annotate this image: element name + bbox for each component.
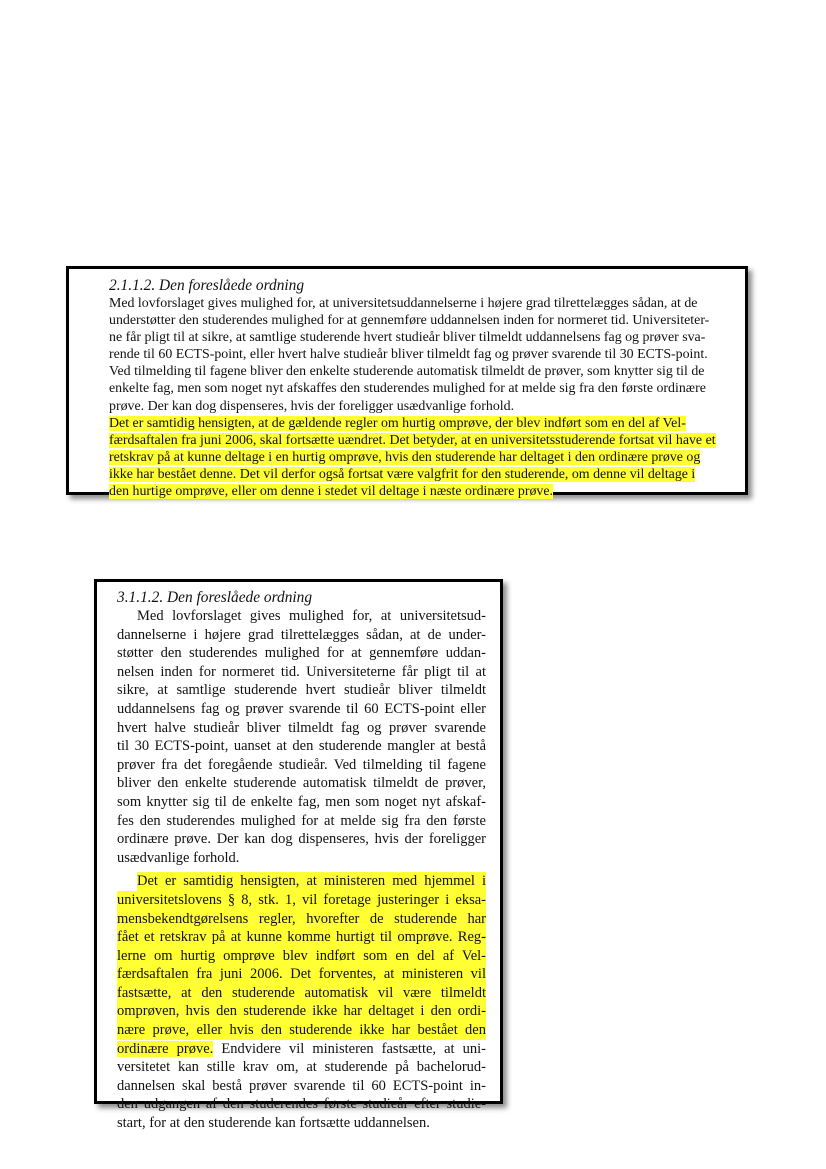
text-line: nelsen inden for normeret tid. Universiteterne får pligt til at	[117, 663, 486, 680]
text-line-highlighted	[109, 466, 731, 483]
text-line: dannelsen skal bestå prøver svarende til 60 ECTS-point in-	[117, 1077, 486, 1094]
paragraph-plain	[117, 607, 486, 867]
highlight-mark: den hurtige omprøve, eller om denne i stedet vil deltage i næste ordinære prøve.	[109, 484, 553, 500]
text-line: prøver fra det foregående studieår. Ved tilmelding til fagene	[117, 756, 486, 773]
text-line: sikre, at samtlige studerende hvert studieår bliver tilmeldt	[117, 682, 486, 699]
text-line-highlighted: nære prøve, eller hvis den studerende ikke har bestået den	[117, 1022, 486, 1039]
text-line: ordinære prøve. Der kan dog dispenseres, hvis der foreligger	[117, 831, 486, 848]
text-span: Endvidere vil ministeren fastsætte, at uni-	[213, 1040, 486, 1057]
text-line: som knytter sig til de enkelte fag, men som noget nyt afskaf-	[117, 793, 486, 810]
text-line-highlighted: mensbekendtgørelsens regler, hvorefter de studerende har	[117, 910, 486, 927]
highlight-mark: færdsaftalen fra juni 2006, skal fortsætte uændret. Det betyder, at en universitetsstuderende fortsat vil have et	[109, 432, 716, 448]
text-line: start, for at den studerende kan fortsætte uddannelsen.	[117, 1115, 430, 1132]
text-line-highlighted	[109, 432, 731, 449]
text-line-highlighted	[109, 415, 731, 432]
highlight-mark: retskrav på at kunne deltage i en hurtig omprøve, hvis den studerende har deltaget i den ordinære prøve og	[109, 449, 701, 465]
section-heading: 3.1.1.2. Den foreslåede ordning	[117, 589, 313, 606]
text-line: støtter den studerendes mulighed for at gennemføre uddan-	[117, 645, 486, 662]
text-line: til 30 ECTS-point, uanset at den studerende mangler at bestå	[117, 738, 486, 755]
text-line-highlighted: universitetslovens § 8, stk. 1, vil foretage justeringer i eksa-	[117, 891, 486, 908]
paragraph-highlighted	[117, 872, 486, 1132]
text-line-highlighted: fået et retskrav på at kunne komme hurtigt til omprøve. Reg-	[117, 929, 486, 946]
text-line: rende til 60 ECTS-point, eller hvert halve studieår bliver tilmeldt fag og prøver svarende til 30 ECTS-point.	[109, 347, 708, 363]
text-line: Ved tilmelding til fagene bliver den enkelte studerende automatisk tilmeldt de prøver, som knytter sig til de	[109, 364, 705, 380]
text-line-highlighted	[109, 449, 731, 466]
highlight-mark: ordinære prøve.	[117, 1040, 214, 1057]
excerpt-box-bottom	[94, 579, 503, 1132]
text-line: understøtter den studerendes mulighed for at gennemføre uddannelsen inden for normeret tid. Universiteter-	[109, 313, 710, 329]
text-line: den udgangen af den studerendes første studieår efter studie-	[117, 1096, 486, 1113]
section-heading: 2.1.1.2. Den foreslåede ordning	[109, 277, 305, 294]
text-line-highlighted	[109, 483, 731, 500]
text-line: ne får pligt til at sikre, at samtlige studerende hvert studieår bliver tilmeldt uddannelsens fag og prøver sva-	[109, 330, 706, 346]
text-line: fes den studerendes mulighed for at melde sig fra den første	[117, 812, 486, 829]
text-line-highlighted: Det er samtidig hensigten, at ministeren med hjemmel i	[137, 873, 486, 890]
text-line-highlighted: fastsætte, at den studerende automatisk vil være tilmeldt	[117, 984, 486, 1001]
text-line: hvert halve studieår bliver tilmeldt fag og prøver svarende	[117, 719, 486, 736]
highlight-mark: Det er samtidig hensigten, at de gældende regler om hurtig omprøve, der blev indført som en del af Vel-	[109, 415, 686, 431]
paragraph-plain	[109, 295, 731, 415]
text-line-highlighted: lerne om hurtig omprøve blev indført som en del af Vel-	[117, 947, 486, 964]
text-line: bliver den enkelte studerende automatisk tilmeldt de prøver,	[117, 775, 486, 792]
paragraph-highlighted	[109, 415, 731, 500]
text-line-highlighted: færdsaftalen fra juni 2006. Det forventes, at ministeren vil	[117, 966, 486, 983]
text-line: uddannelsens fag og prøver svarende til 60 ECTS-point eller	[117, 700, 486, 717]
text-line-highlighted: omprøven, hvis den studerende ikke har deltaget i den ordi-	[117, 1003, 486, 1020]
text-line: enkelte fag, men som noget nyt afskaffes den studerendes mulighed for at melde sig fra den første ordinære	[109, 381, 706, 397]
text-line: versitetet kan stille krav om, at studerende på bachelorud-	[117, 1059, 486, 1076]
excerpt-box-top	[66, 266, 748, 500]
text-line: prøve. Der kan dog dispenseres, hvis der foreligger usædvanlige forhold.	[109, 398, 515, 414]
text-line: Med lovforslaget gives mulighed for, at universitetsud-	[137, 608, 486, 624]
text-line-mixed	[117, 1040, 486, 1059]
text-line: usædvanlige forhold.	[117, 849, 240, 866]
text-line: Med lovforslaget gives mulighed for, at universitetsuddannelserne i højere grad tilrettelægges sådan, at de	[109, 296, 698, 311]
highlight-mark: ikke har bestået denne. Det vil derfor også fortsat være valgfrit for den studerende, om denne vil deltage i	[109, 466, 696, 482]
text-line: dannelserne i højere grad tilrettelægges sådan, at de under-	[117, 626, 486, 643]
